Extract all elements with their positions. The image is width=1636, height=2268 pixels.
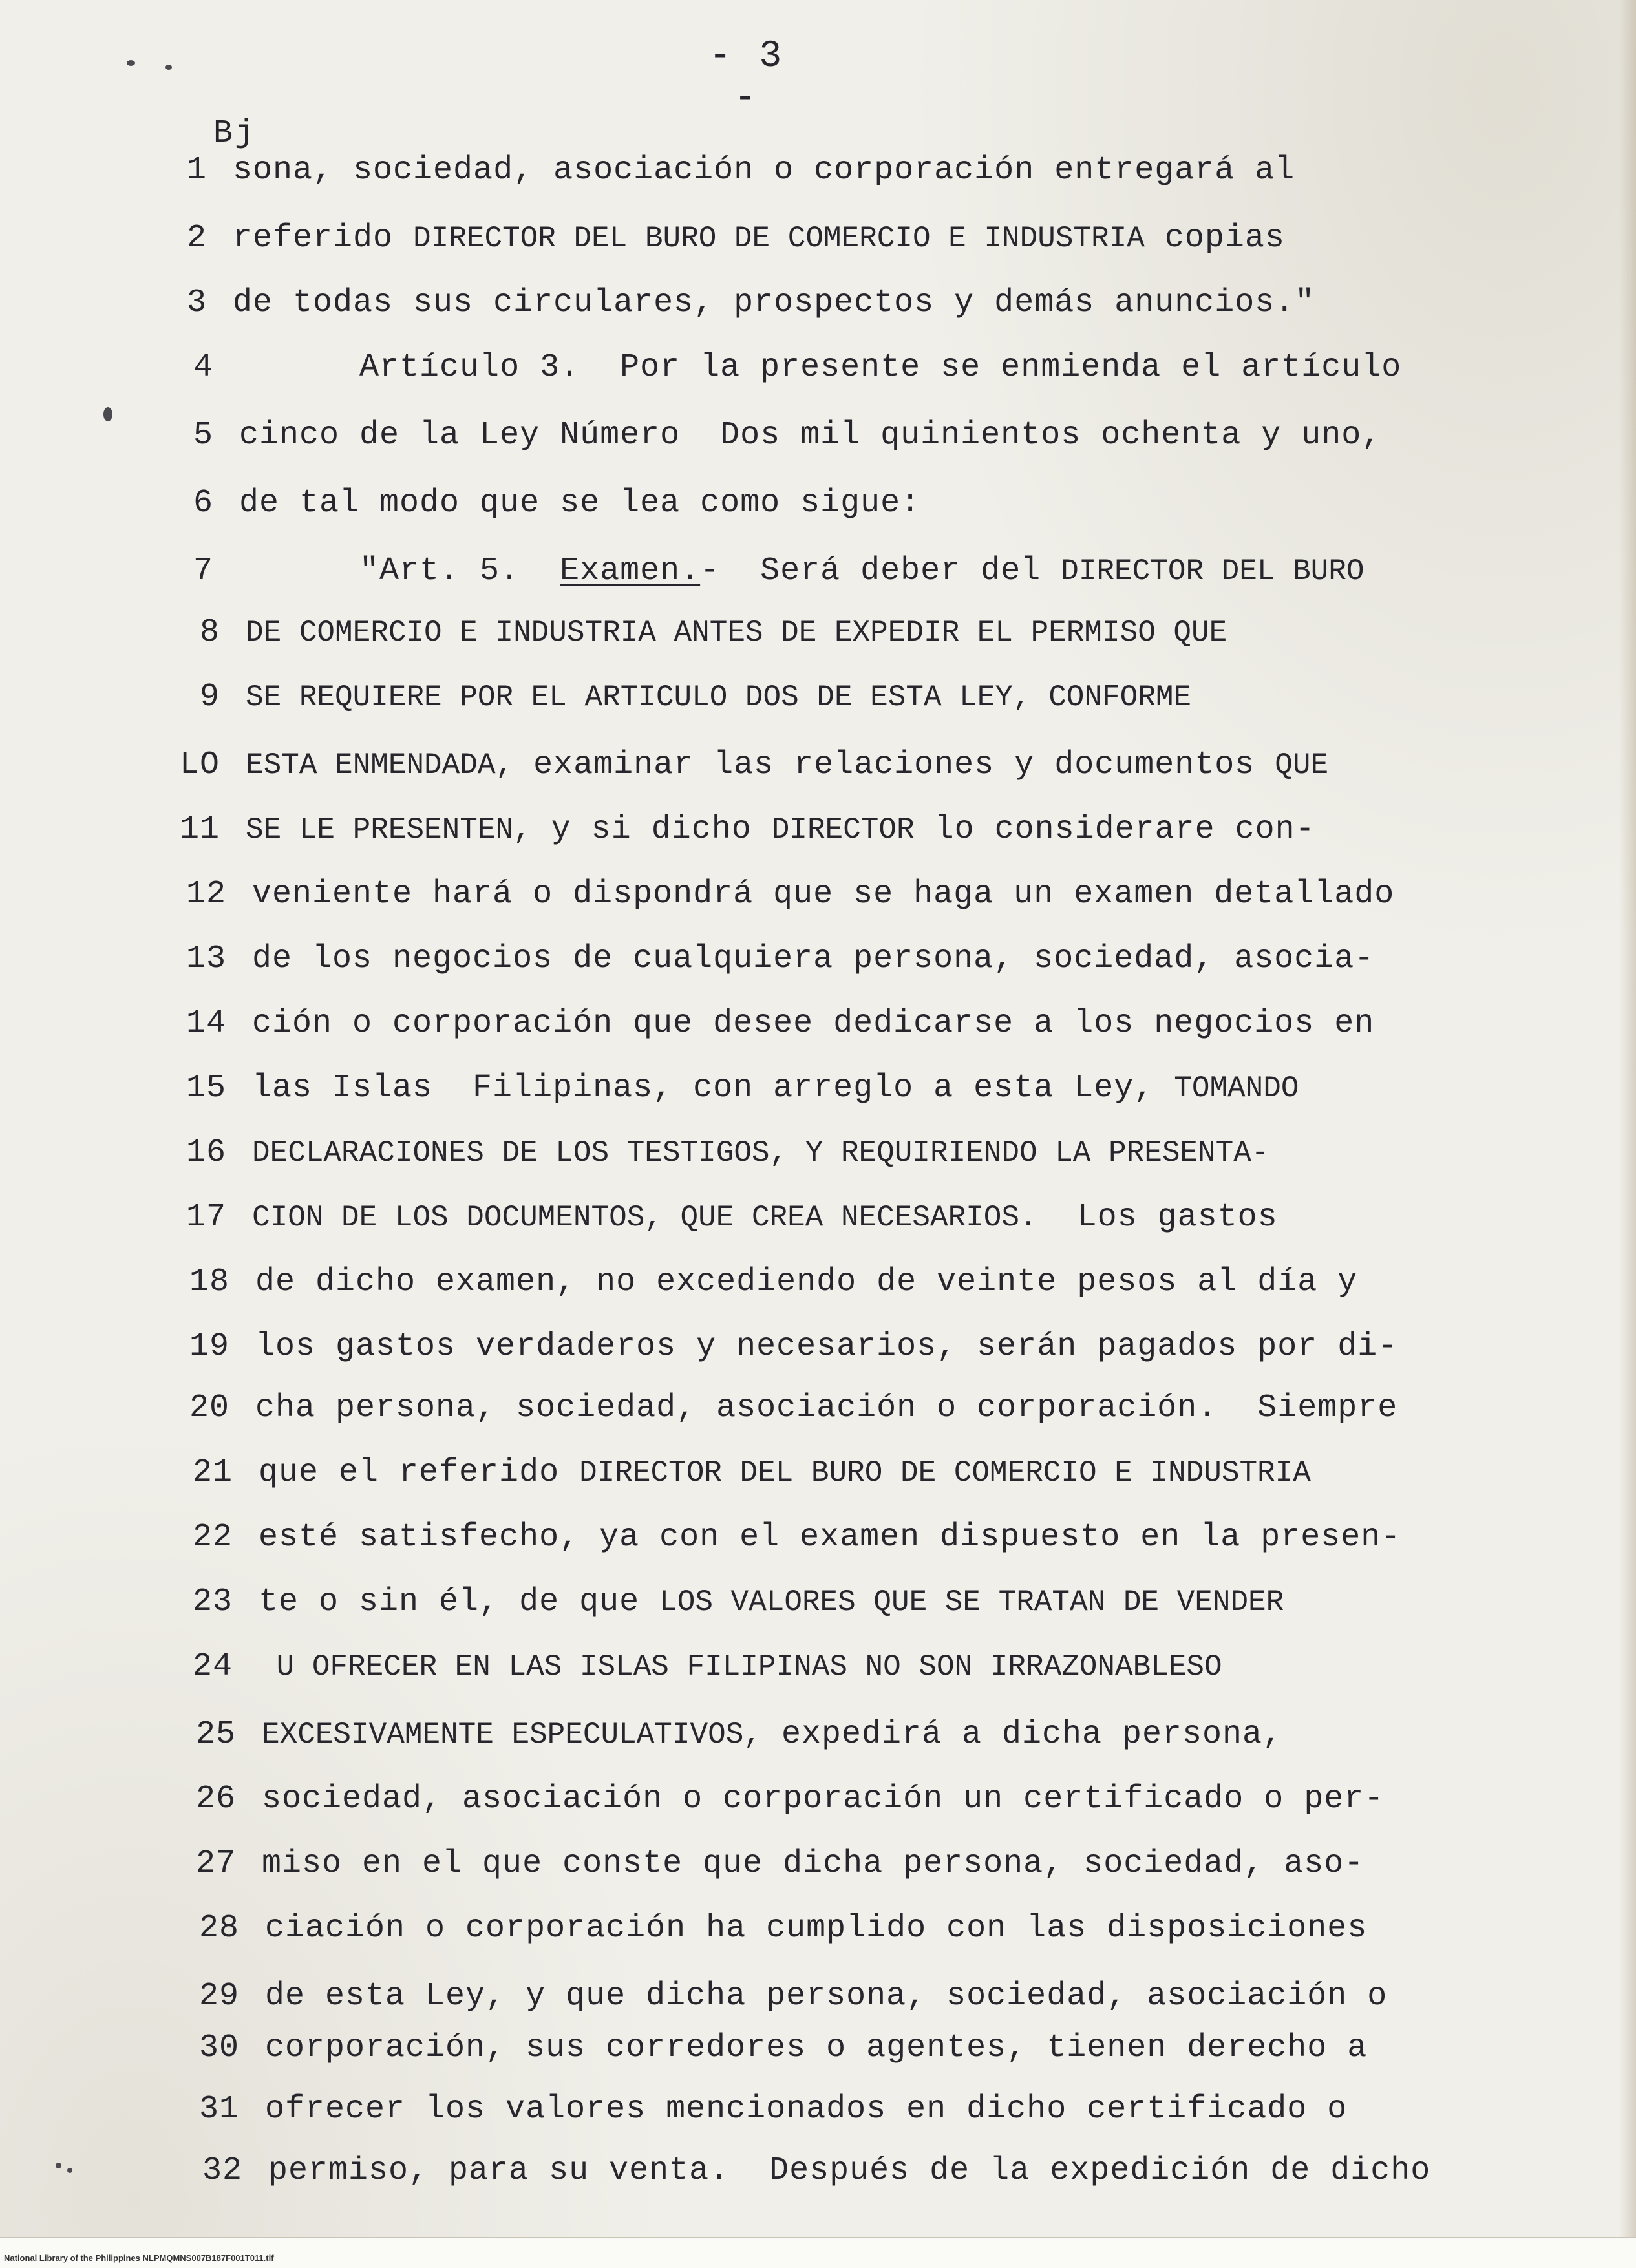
line-number: 15	[186, 1070, 226, 1107]
scan-footer: National Library of the Philippines NLPMQMNS007B187F001T011.tif	[4, 2253, 274, 2263]
text-run: cha persona, sociedad, asociación o corporación. Siempre	[255, 1390, 1398, 1426]
line-text	[262, 1716, 1282, 1753]
line-text	[252, 1134, 1269, 1171]
line-number: 11	[179, 811, 220, 848]
line-number: 12	[186, 876, 226, 913]
uppercase-text: DECLARACIONES DE LOS TESTIGOS, Y REQUIRIENDO LA PRESENTA-	[252, 1136, 1269, 1170]
line-number: 19	[189, 1328, 229, 1365]
line-number: 17	[186, 1199, 226, 1236]
line-number: 31	[198, 2091, 239, 2128]
text-run: y si dicho	[531, 811, 772, 848]
line-number: 22	[192, 1519, 233, 1556]
line-text	[239, 417, 1381, 454]
uppercase-text: DE COMERCIO E INDUSTRIA ANTES DE EXPEDIR EL PERMISO QUE	[246, 616, 1227, 650]
line-number: 16	[186, 1134, 226, 1171]
text-run: cinco de la Ley Número Dos mil quinientos ochenta y uno,	[239, 417, 1382, 454]
uppercase-text: DIRECTOR	[771, 813, 915, 847]
line-number: 4	[193, 349, 213, 386]
line-number: 8	[199, 614, 220, 651]
uppercase-text: ESTA ENMENDADA,	[246, 748, 514, 782]
line-number: 30	[198, 2030, 239, 2066]
text-run: veniente hará o dispondrá que se haga un examen detallado	[252, 876, 1395, 913]
text-run: Artículo 3. Por la presente se enmienda el artículo	[239, 349, 1402, 386]
text-run: sociedad, asociación o corporación un certificado o per-	[262, 1781, 1385, 1818]
line-text	[265, 2091, 1347, 2128]
line-text	[246, 614, 1227, 651]
text-run: sona, sociedad, asociación o corporación entregará al	[233, 152, 1295, 189]
line-text	[233, 284, 1315, 321]
line-text	[255, 1264, 1357, 1300]
text-run: ciación o corporación ha cumplido con las disposiciones	[265, 1910, 1368, 1947]
ink-blot	[56, 2163, 61, 2168]
uppercase-text: SE REQUIERE POR EL ARTICULO DOS DE ESTA LEY, CONFORME	[246, 681, 1192, 714]
line-text	[239, 553, 1365, 589]
line-text	[233, 220, 1285, 257]
line-text	[268, 2152, 1430, 2189]
uppercase-text: DIRECTOR DEL BURO DE COMERCIO E INDUSTRIA	[413, 222, 1145, 255]
uppercase-text: EXCESIVAMENTE ESPECULATIVOS,	[262, 1718, 761, 1752]
text-run: esté satisfecho, ya con el examen dispuesto en la presen-	[259, 1519, 1401, 1556]
text-run: que el referido	[259, 1454, 580, 1491]
line-text	[246, 747, 1328, 783]
ink-blot	[165, 65, 172, 70]
line-text	[239, 485, 920, 522]
ink-blot	[67, 2168, 72, 2173]
uppercase-text: CION DE LOS DOCUMENTOS, QUE CREA NECESARIOS.	[252, 1201, 1037, 1235]
line-number: 32	[202, 2152, 242, 2189]
line-text	[233, 152, 1295, 189]
margin-initials: Bj	[213, 115, 257, 152]
uppercase-text: DIRECTOR DEL BURO	[1061, 555, 1365, 588]
line-text	[252, 940, 1374, 977]
line-text	[252, 1005, 1374, 1042]
text-run: de los negocios de cualquiera persona, sociedad, asocia-	[252, 940, 1375, 977]
text-run: copias	[1144, 220, 1285, 257]
line-number: 5	[193, 417, 213, 454]
line-text	[262, 1845, 1364, 1882]
text-run: examinar las relaciones y documentos	[513, 747, 1275, 783]
line-text	[252, 1199, 1278, 1236]
line-number: 27	[195, 1845, 236, 1882]
line-number: LO	[179, 747, 220, 783]
line-text	[255, 1328, 1397, 1365]
text-run: de esta Ley, y que dicha persona, sociedad, asociación o	[265, 1978, 1388, 2015]
page-edge-shadow	[1619, 0, 1636, 2268]
line-text	[259, 1648, 1222, 1685]
line-text	[246, 811, 1315, 848]
text-run: de todas sus circulares, prospectos y demás anuncios."	[233, 284, 1315, 321]
text-run: te o sin él, de que	[259, 1584, 660, 1620]
line-number: 9	[199, 679, 220, 715]
line-text	[255, 1390, 1397, 1426]
line-number: 18	[189, 1264, 229, 1300]
line-number: 14	[186, 1005, 226, 1042]
page-number: - 3 -	[708, 36, 785, 120]
text-run: referido	[233, 220, 414, 257]
text-run: - Será deber del	[700, 553, 1061, 589]
line-number: 26	[195, 1781, 236, 1818]
line-text	[252, 876, 1394, 913]
line-number: 23	[192, 1584, 233, 1620]
line-text	[259, 1584, 1284, 1620]
line-text	[265, 1910, 1367, 1947]
line-text	[259, 1454, 1311, 1491]
line-text	[265, 2030, 1367, 2066]
line-number: 24	[192, 1648, 233, 1685]
uppercase-text: DIRECTOR DEL BURO DE COMERCIO E INDUSTRIA	[579, 1456, 1311, 1490]
scan-footer-strip	[0, 2237, 1636, 2268]
uppercase-text: LOS VALORES QUE SE TRATAN DE VENDER	[659, 1585, 1284, 1619]
line-text	[246, 679, 1191, 715]
text-run: ofrecer los valores mencionados en dicho certificado o	[265, 2091, 1348, 2128]
text-run: Los gastos	[1037, 1199, 1278, 1236]
uppercase-text: QUE	[1275, 748, 1329, 782]
line-number: 2	[186, 220, 207, 257]
line-number: 29	[198, 1978, 239, 2015]
uppercase-text: U OFRECER EN LAS ISLAS FILIPINAS NO SON IRRAZONABLESO	[259, 1650, 1222, 1684]
line-number: 6	[193, 485, 213, 522]
line-text	[259, 1519, 1401, 1556]
text-run: miso en el que conste que dicha persona, sociedad, aso-	[262, 1845, 1365, 1882]
underlined-heading: Examen.	[560, 553, 701, 589]
ink-blot	[103, 407, 112, 421]
line-number: 3	[186, 284, 207, 321]
line-number: 21	[192, 1454, 233, 1491]
line-number: 13	[186, 940, 226, 977]
line-number: 28	[198, 1910, 239, 1947]
line-number: 7	[193, 553, 213, 589]
line-text	[262, 1781, 1384, 1818]
text-run: los gastos verdaderos y necesarios, serán pagados por di-	[255, 1328, 1398, 1365]
text-run: permiso, para su venta. Después de la expedición de dicho	[268, 2152, 1431, 2189]
text-run: de tal modo que se lea como sigue:	[239, 485, 921, 522]
line-number: 25	[195, 1716, 236, 1753]
line-number: 1	[186, 152, 207, 189]
text-run: las Islas Filipinas, con arreglo a esta Ley,	[252, 1070, 1174, 1107]
text-run: expedirá a dicha persona,	[761, 1716, 1283, 1753]
line-text	[265, 1978, 1387, 2015]
line-text	[239, 349, 1401, 386]
text-run: de dicho examen, no excediendo de veinte pesos al día y	[255, 1264, 1358, 1300]
text-run: ción o corporación que desee dedicarse a los negocios en	[252, 1005, 1375, 1042]
text-run: lo considerare con-	[914, 811, 1315, 848]
text-run: corporación, sus corredores o agentes, tienen derecho a	[265, 2030, 1368, 2066]
uppercase-text: TOMANDO	[1174, 1072, 1299, 1105]
line-text	[252, 1070, 1299, 1107]
text-run: "Art. 5.	[239, 553, 560, 589]
ink-blot	[127, 60, 135, 66]
line-number: 20	[189, 1390, 229, 1426]
uppercase-text: SE LE PRESENTEN,	[246, 813, 531, 847]
